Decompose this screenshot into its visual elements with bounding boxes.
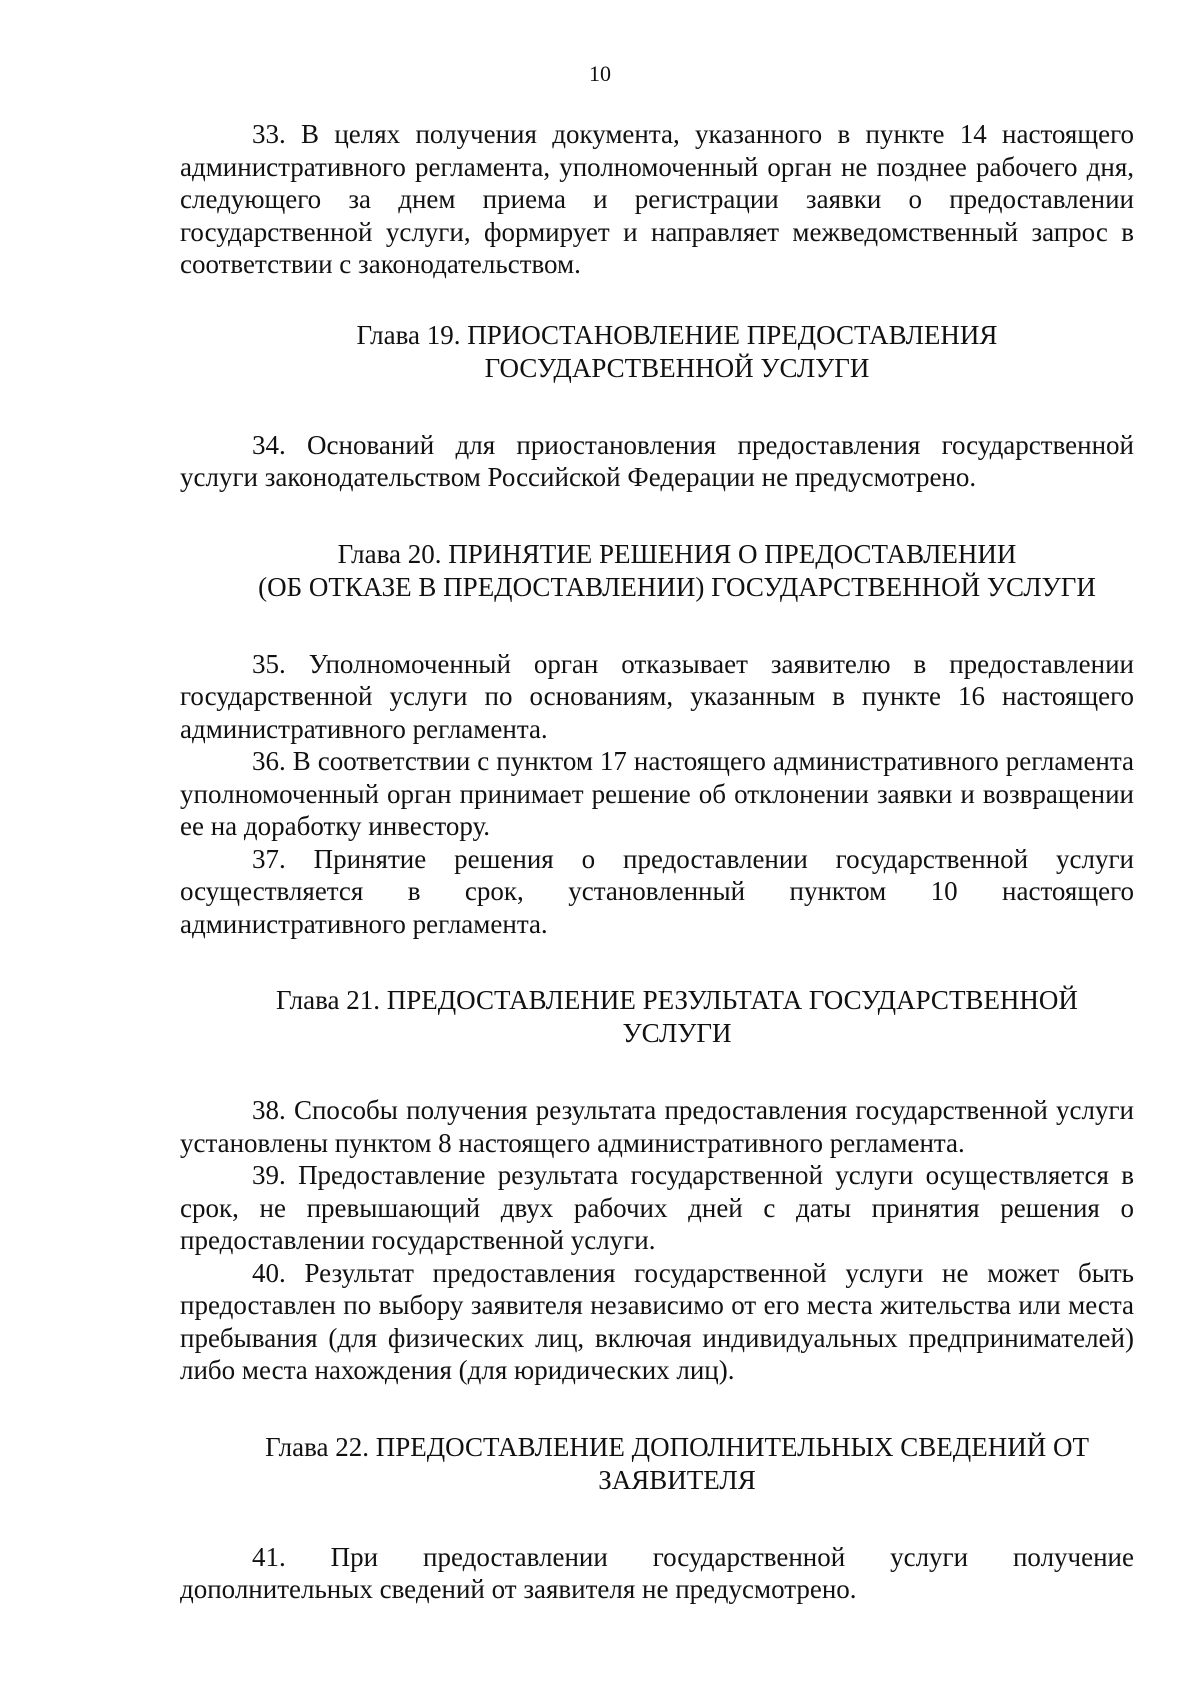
chapter-20-heading-line-2: (ОБ ОТКАЗЕ В ПРЕДОСТАВЛЕНИИ) ГОСУДАРСТВЕННОЙ УСЛУГИ [258,571,1096,602]
paragraph-35: 35. Уполномоченный орган отказывает заявителю в предоставлении государственной услуги по основаниям, указанным в пункте 16 настоящего административного регламента. [180,648,1134,744]
chapter-19-heading-line-1: Глава 19. ПРИОСТАНОВЛЕНИЕ ПРЕДОСТАВЛЕНИЯ [356,319,998,350]
document-body [180,118,1134,1606]
paragraph-34: 34. Оснований для приостановления предоставления государственной услуги законодательством Российской Федерации не предусмотрено. [180,429,1134,492]
paragraph-37: 37. Принятие решения о предоставлении государственной услуги осуществляется в срок, установленный пунктом 10 настоящего административного регламента. [180,843,1134,939]
paragraph-33: 33. В целях получения документа, указанного в пункте 14 настоящего административного регламента, уполномоченный орган не позднее рабочего дня, следующего за днем приема и регистрации заявки о предоставлении государственной услуги, формирует и направляет межведомственный запрос в соответствии с законодательством. [180,119,1134,279]
chapter-19-heading [180,319,1134,385]
paragraph-38: 38. Способы получения результата предоставления государственной услуги установлены пунктом 8 настоящего административного регламента. [180,1095,1134,1158]
chapter-19-heading-line-2: ГОСУДАРСТВЕННОЙ УСЛУГИ [484,352,870,383]
chapter-20-heading [180,538,1134,604]
paragraph-40: 40. Результат предоставления государственной услуги не может быть предоставлен по выбору заявителя независимо от его места жительства или места пребывания (для физических лиц, включая индивидуальных предпринимателей) либо места нахождения (для юридических лиц). [180,1257,1134,1385]
paragraph-36: 36. В соответствии с пунктом 17 настоящего административного регламента уполномоченный орган принимает решение об отклонении заявки и возвращении ее на доработку инвестору. [180,746,1134,841]
chapter-21-heading-line-1: Глава 21. ПРЕДОСТАВЛЕНИЕ РЕЗУЛЬТАТА ГОСУДАРСТВЕННОЙ [276,985,1078,1015]
chapter-21-heading [180,984,1134,1050]
chapter-22-heading-line-2: ЗАЯВИТЕЛЯ [598,1464,756,1495]
page-number: 10 [589,61,611,86]
paragraph-39: 39. Предоставление результата государственной услуги осуществляется в срок, не превышающий двух рабочих дней с даты принятия решения о предоставлении государственной услуги. [180,1160,1134,1255]
chapter-22-heading-line-1: Глава 22. ПРЕДОСТАВЛЕНИЕ ДОПОЛНИТЕЛЬНЫХ СВЕДЕНИЙ ОТ [265,1431,1089,1462]
chapter-22-heading [180,1431,1134,1497]
paragraph-41: 41. При предоставлении государственной услуги получение дополнительных сведений от заявителя не предусмотрено. [180,1541,1134,1604]
chapter-20-heading-line-1: Глава 20. ПРИНЯТИЕ РЕШЕНИЯ О ПРЕДОСТАВЛЕНИИ [337,538,1017,569]
chapter-21-heading-line-2: УСЛУГИ [622,1018,732,1048]
